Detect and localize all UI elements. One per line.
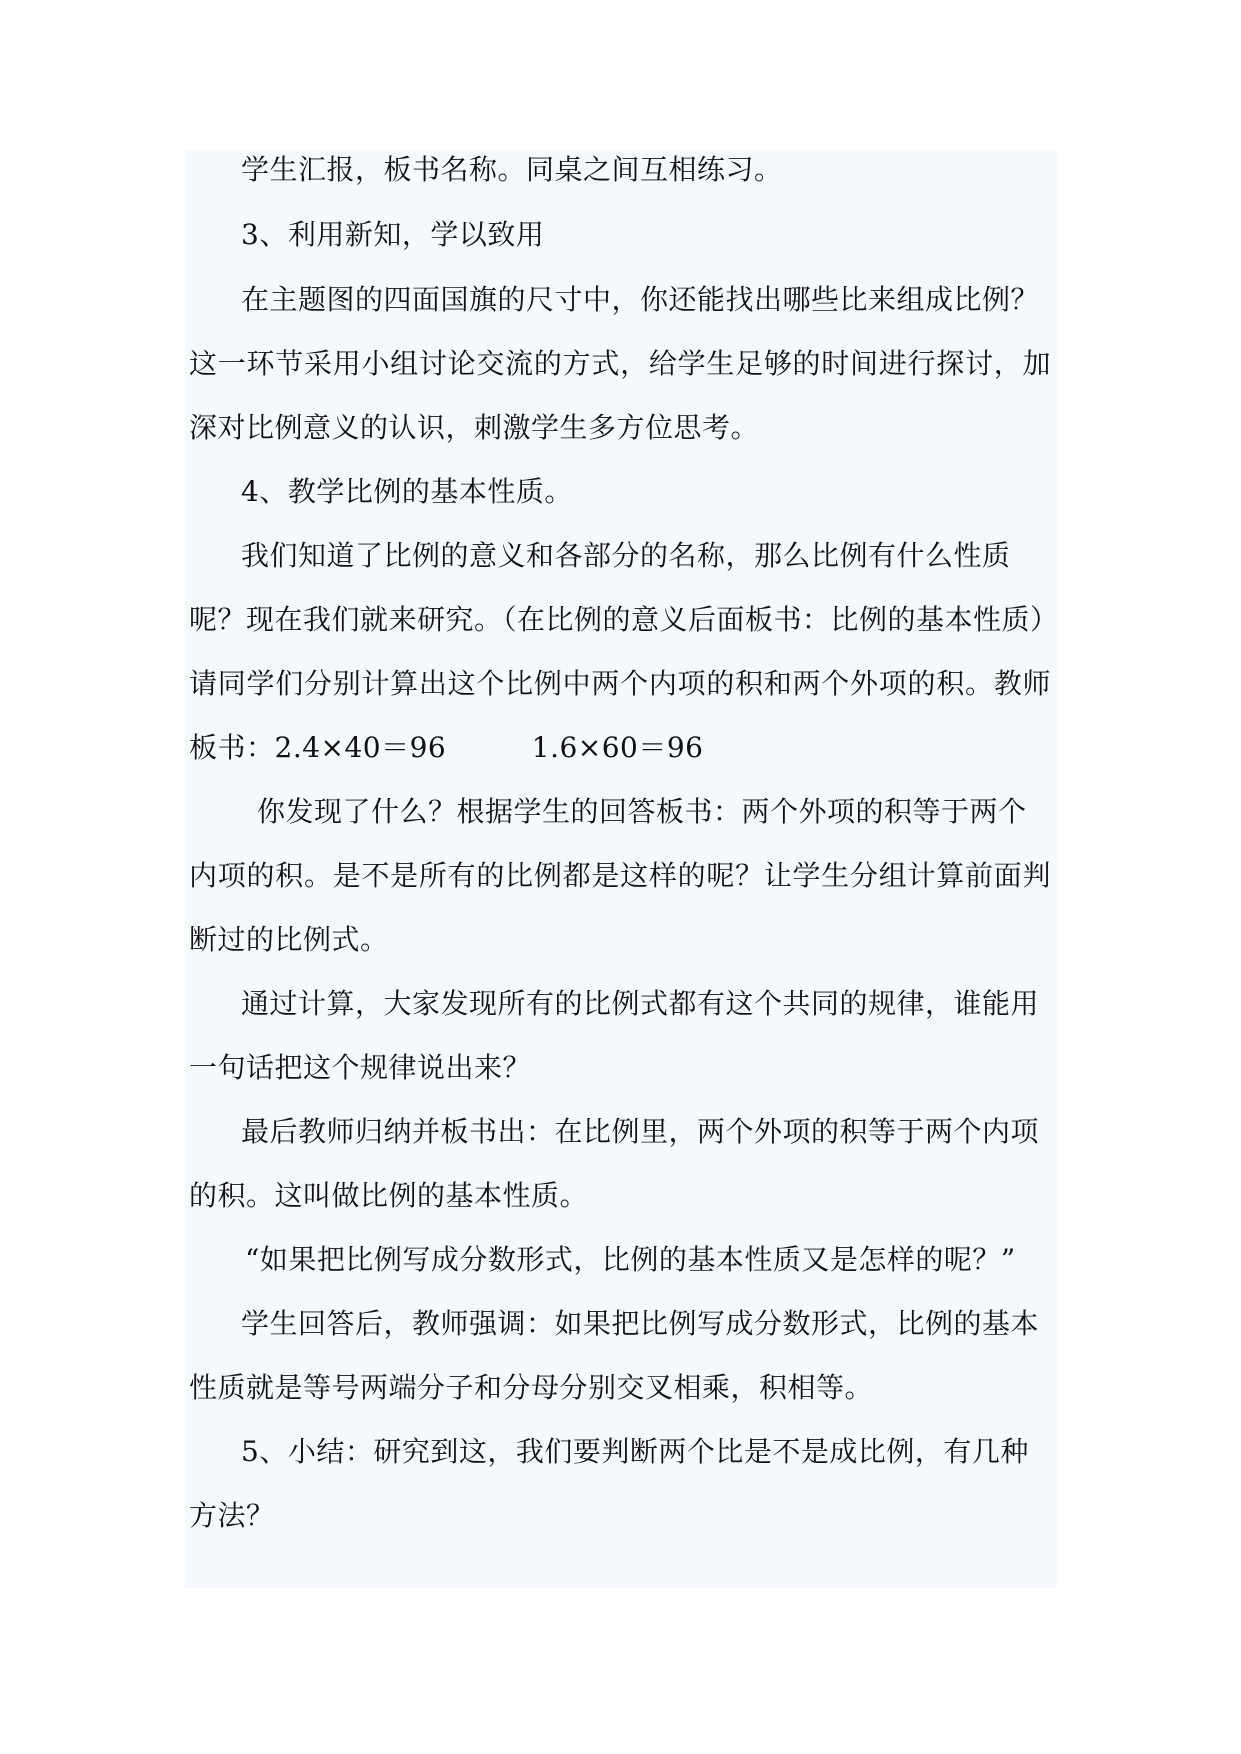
paragraph-line: 最后教师归纳并板书出：在比例里，两个外项的积等于两个内项 <box>241 1115 1040 1148</box>
paragraph-line: 学生汇报，板书名称。同桌之间互相练习。 <box>241 153 783 186</box>
section-heading: 5、小结：研究到这，我们要判断两个比是不是成比例，有几种 <box>241 1435 1029 1468</box>
paragraph-line: 内项的积。是不是所有的比例都是这样的呢？让学生分组计算前面判 <box>189 859 1051 892</box>
formula-line: 板书：2.4×40＝96 1.6×60＝96 <box>189 731 704 764</box>
section-heading: 4、教学比例的基本性质。 <box>241 475 573 508</box>
paragraph-line: 性质就是等号两端分子和分母分别交叉相乘，积相等。 <box>189 1371 874 1404</box>
paragraph-line: 请同学们分别计算出这个比例中两个内项的积和两个外项的积。教师 <box>189 667 1051 700</box>
paragraph-line: 方法？ <box>189 1499 275 1532</box>
paragraph-line: 在主题图的四面国旗的尺寸中，你还能找出哪些比来组成比例？ <box>241 283 1040 316</box>
paragraph-line: 我们知道了比例的意义和各部分的名称，那么比例有什么性质 <box>241 539 1011 572</box>
paragraph-line: 这一环节采用小组讨论交流的方式，给学生足够的时间进行探讨，加 <box>189 347 1051 380</box>
paragraph-line: 呢？现在我们就来研究。（在比例的意义后面板书：比例的基本性质） <box>189 603 1059 636</box>
paragraph-line: 的积。这叫做比例的基本性质。 <box>189 1179 589 1212</box>
paragraph-line: 深对比例意义的认识，刺激学生多方位思考。 <box>189 411 760 444</box>
quote-line: “如果把比例写成分数形式，比例的基本性质又是怎样的呢？” <box>245 1243 1016 1276</box>
paragraph-line: 一句话把这个规律说出来？ <box>189 1051 532 1084</box>
paragraph-line: 断过的比例式。 <box>189 923 389 956</box>
paragraph-line: 通过计算，大家发现所有的比例式都有这个共同的规律，谁能用 <box>241 987 1040 1020</box>
paragraph-line: 你发现了什么？根据学生的回答板书：两个外项的积等于两个 <box>257 795 1027 828</box>
section-heading: 3、利用新知，学以致用 <box>241 218 545 251</box>
paragraph-line: 学生回答后，教师强调：如果把比例写成分数形式，比例的基本 <box>241 1307 1040 1340</box>
text-block <box>185 150 1057 1588</box>
